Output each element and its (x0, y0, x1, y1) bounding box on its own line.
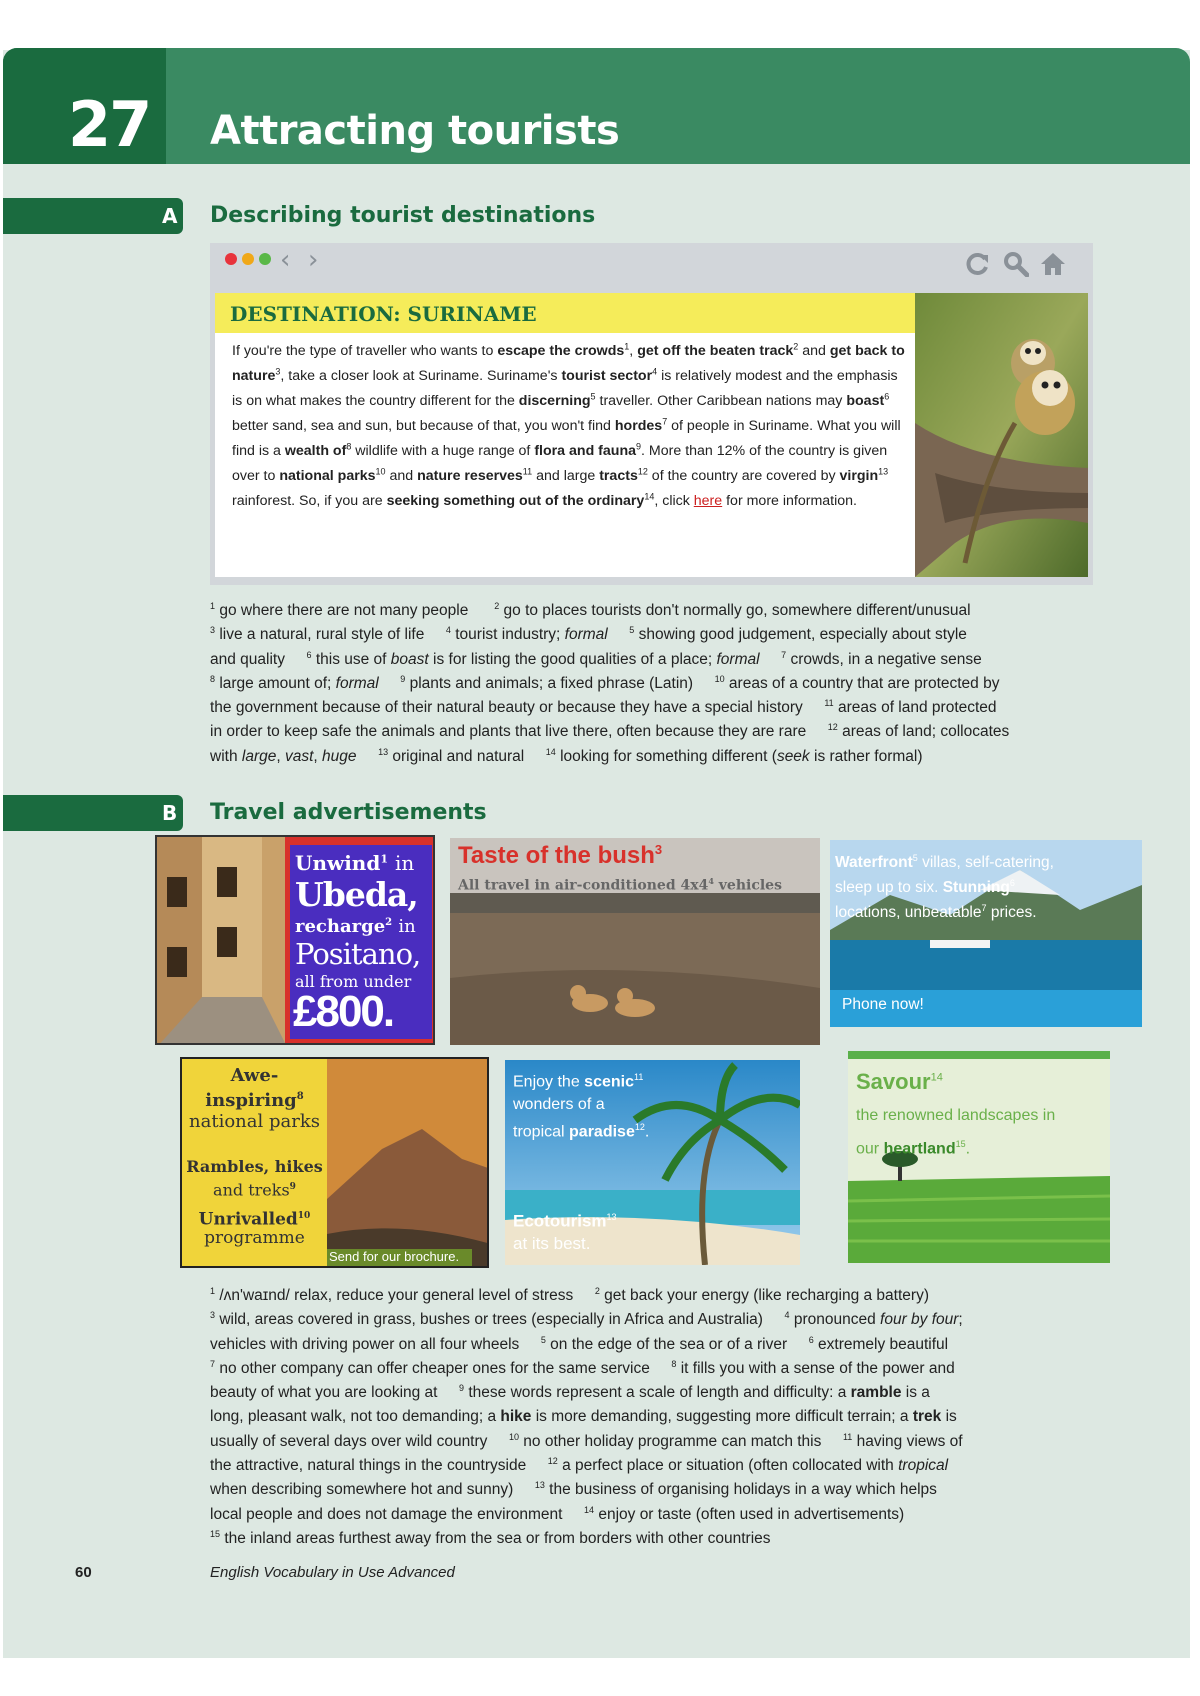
chevron-right-icon[interactable]: › (308, 245, 319, 275)
section-b-title: Travel advertisements (210, 800, 487, 825)
footnote-a-2: go to places tourists don't normally go, somewhere different/unusual (503, 602, 971, 619)
refresh-icon[interactable] (965, 251, 991, 277)
ubeda-price: £800. (293, 987, 394, 1036)
footnote-line: long, pleasant walk, not too demanding; a hike is more demanding, suggesting more difficult terrain; a trek is (210, 1408, 957, 1426)
footnote-a-9: plants and animals; a fixed phrase (Latin) (409, 674, 694, 692)
footnotes-b (210, 1284, 1100, 1551)
ad-national-parks (180, 1057, 489, 1268)
footnote-a-1: go where there are not many people (219, 602, 469, 619)
section-a-letter: A (162, 204, 178, 228)
tropical-text: Enjoy the scenic$^{11}$ wonders of a tropical paradise$^{12}$. (513, 1072, 650, 1141)
savour-title: Savour$^{14}$ (856, 1069, 943, 1094)
footnote-a-13: original and natural (392, 747, 525, 765)
brochure-cta[interactable]: Send for our brochure. (329, 1249, 460, 1264)
footnote-a-3: live a natural, rural style of life (219, 626, 425, 644)
ubeda-line-3: recharge$^2$ in (295, 916, 416, 937)
footnote-line: $^3$ live a natural, rural style of life $^4$ tourist industry; formal $^5$ showing good judgement, especially about style (210, 625, 967, 644)
close-dot-icon[interactable] (225, 253, 237, 265)
ubeda-line-2: Ubeda, (295, 875, 418, 914)
footnote-line: $^{15}$ the inland areas furthest away from the sea or from borders with other countries (210, 1528, 771, 1547)
footnote-line: local people and does not damage the environment $^{14}$ enjoy or taste (often used in advertisements) (210, 1504, 905, 1523)
ad-bush (450, 838, 820, 1045)
more-info-link[interactable]: here (693, 493, 723, 509)
section-a-bar (3, 198, 183, 234)
browser-window (210, 243, 1093, 585)
ubeda-line-4: Positano, (295, 937, 421, 971)
footnote-line: and quality $^6$ this use of boast is for listing the good qualities of a place; formal $^7$ crowds, in a negative sense (210, 649, 982, 668)
parks-text-1: Awe- inspiring$^8$ national parks (189, 1065, 320, 1132)
minimize-dot-icon[interactable] (242, 253, 254, 265)
footnote-line: the attractive, natural things in the countryside $^{12}$ a perfect place or situation (often collocated with tropical (210, 1455, 949, 1475)
footnotes-a (210, 599, 1100, 769)
footnote-line: when describing somewhere hot and sunny) $^{13}$ the business of organising holidays in a way which helps (210, 1480, 937, 1499)
ad-waterfront (830, 840, 1142, 1027)
ad-ubeda (155, 835, 435, 1045)
waterfront-text: Waterfront$^5$ villas, self-catering, sleep up to six. Stunning$^6$ locations, unbeatable$^7$ prices. (835, 853, 1054, 922)
chevron-left-icon[interactable]: ‹ (280, 245, 291, 275)
bush-title: Taste of the bush$^3$ (458, 842, 663, 869)
footnote-line: in order to keep safe the animals and plants that live there, often because they are rare $^{12}$ areas of land; collocates (210, 722, 1010, 741)
search-icon[interactable] (1003, 251, 1029, 277)
ad-savour (848, 1051, 1110, 1263)
savour-text: the renowned landscapes in our heartland$^{15}$. (856, 1107, 1056, 1158)
section-b-letter: B (162, 801, 178, 825)
footnote-line: with large, vast, huge $^{13}$ original and natural $^{14}$ looking for something different (seek is rather formal) (210, 746, 923, 765)
footnote-line: $^1$ /ʌn'waɪnd/ relax, reduce your general level of stress $^2$ get back your energy (like recharging a battery) (210, 1285, 929, 1304)
article-body: If you're the type of traveller who wants to escape the crowds$^1$, get off the beaten track$^2$ and get back to nature$^3$, take a closer look at Suriname. Suriname's tourist sector$^4$ is relatively modest and the emphasis is on what makes the country different for the discerning$^5$ traveller. Other Caribbean nations may boast$^6$ better sand, sea and sun, but because of that, you won't find hordes$^7$ of people in Suriname. What you will find is a wealth $of^8$ wildlife with a huge range of flora and fauna$^9$. More than 12% of the country is given over to national parks$^{10}$ and nature reserves$^{11}$ and large tracts$^{12}$ of the country are covered by virgin$^{13}$ rainforest. So, if you are seeking something out of the ordinary$^{14}$, click here for more information. (232, 341, 905, 509)
maximize-dot-icon[interactable] (259, 253, 271, 265)
destination-heading: DESTINATION: SURINAME (230, 302, 537, 326)
ubeda-line-5: all from under (295, 972, 412, 991)
webpage-content (215, 293, 915, 577)
book-title: English Vocabulary in Use Advanced (210, 1564, 455, 1581)
footnote-line: beauty of what you are looking at $^9$ these words represent a scale of length and difficulty: a ramble is a (210, 1383, 930, 1402)
parks-text-3: Unrivalled$^{10}$ programme (198, 1209, 311, 1248)
footnote-line: $^1$ go where there are not many people $^2$ go to places tourists don't normally go, somewhere different/unusual (210, 600, 971, 619)
section-a-title: Describing tourist destinations (210, 203, 596, 228)
footnote-line: $^7$ no other company can offer cheaper ones for the same service $^8$ it fills you with a sense of the power and (210, 1358, 955, 1377)
section-b-bar (3, 795, 183, 831)
bush-subtitle: All travel in air-conditioned $4x4^4$ vehicles (458, 876, 782, 894)
ad-tropical (505, 1060, 800, 1265)
footnote-line: $^8$ large amount of; formal $^9$ plants and animals; a fixed phrase (Latin) $^{10}$ areas of a country that are protected by (210, 673, 1000, 692)
home-icon[interactable] (1040, 251, 1066, 277)
footnote-line: usually of several days over wild country $^{10}$ no other holiday programme can match this $^{11}$ having views of (210, 1431, 963, 1450)
footnote-line: $^3$ wild, areas covered in grass, bushes or trees (especially in Africa and Australia) $^4$ pronounced four by four; (210, 1310, 963, 1329)
parks-text-2: Rambles, hikes and treks$^9$ (186, 1157, 323, 1200)
ecotourism-text: Ecotourism$^{13}$ at its best. (513, 1211, 617, 1253)
footnote-a-7: crowds, in a negative sense (790, 650, 982, 668)
page-number: 60 (75, 1564, 92, 1581)
footnote-line: the government because of their natural beauty or because they have a special history $^{11}$ areas of land protected (210, 698, 997, 717)
unit-number: 27 (68, 88, 151, 161)
ubeda-line-1: Unwind$^1$ in (295, 851, 415, 875)
monkey-photo (915, 293, 1088, 577)
phone-now-cta[interactable]: Phone now! (842, 996, 924, 1013)
footnote-line: vehicles with driving power on all four wheels $^5$ on the edge of the sea or of a river $^6$ extremely beautiful (210, 1334, 949, 1353)
unit-title: Attracting tourists (210, 108, 620, 154)
